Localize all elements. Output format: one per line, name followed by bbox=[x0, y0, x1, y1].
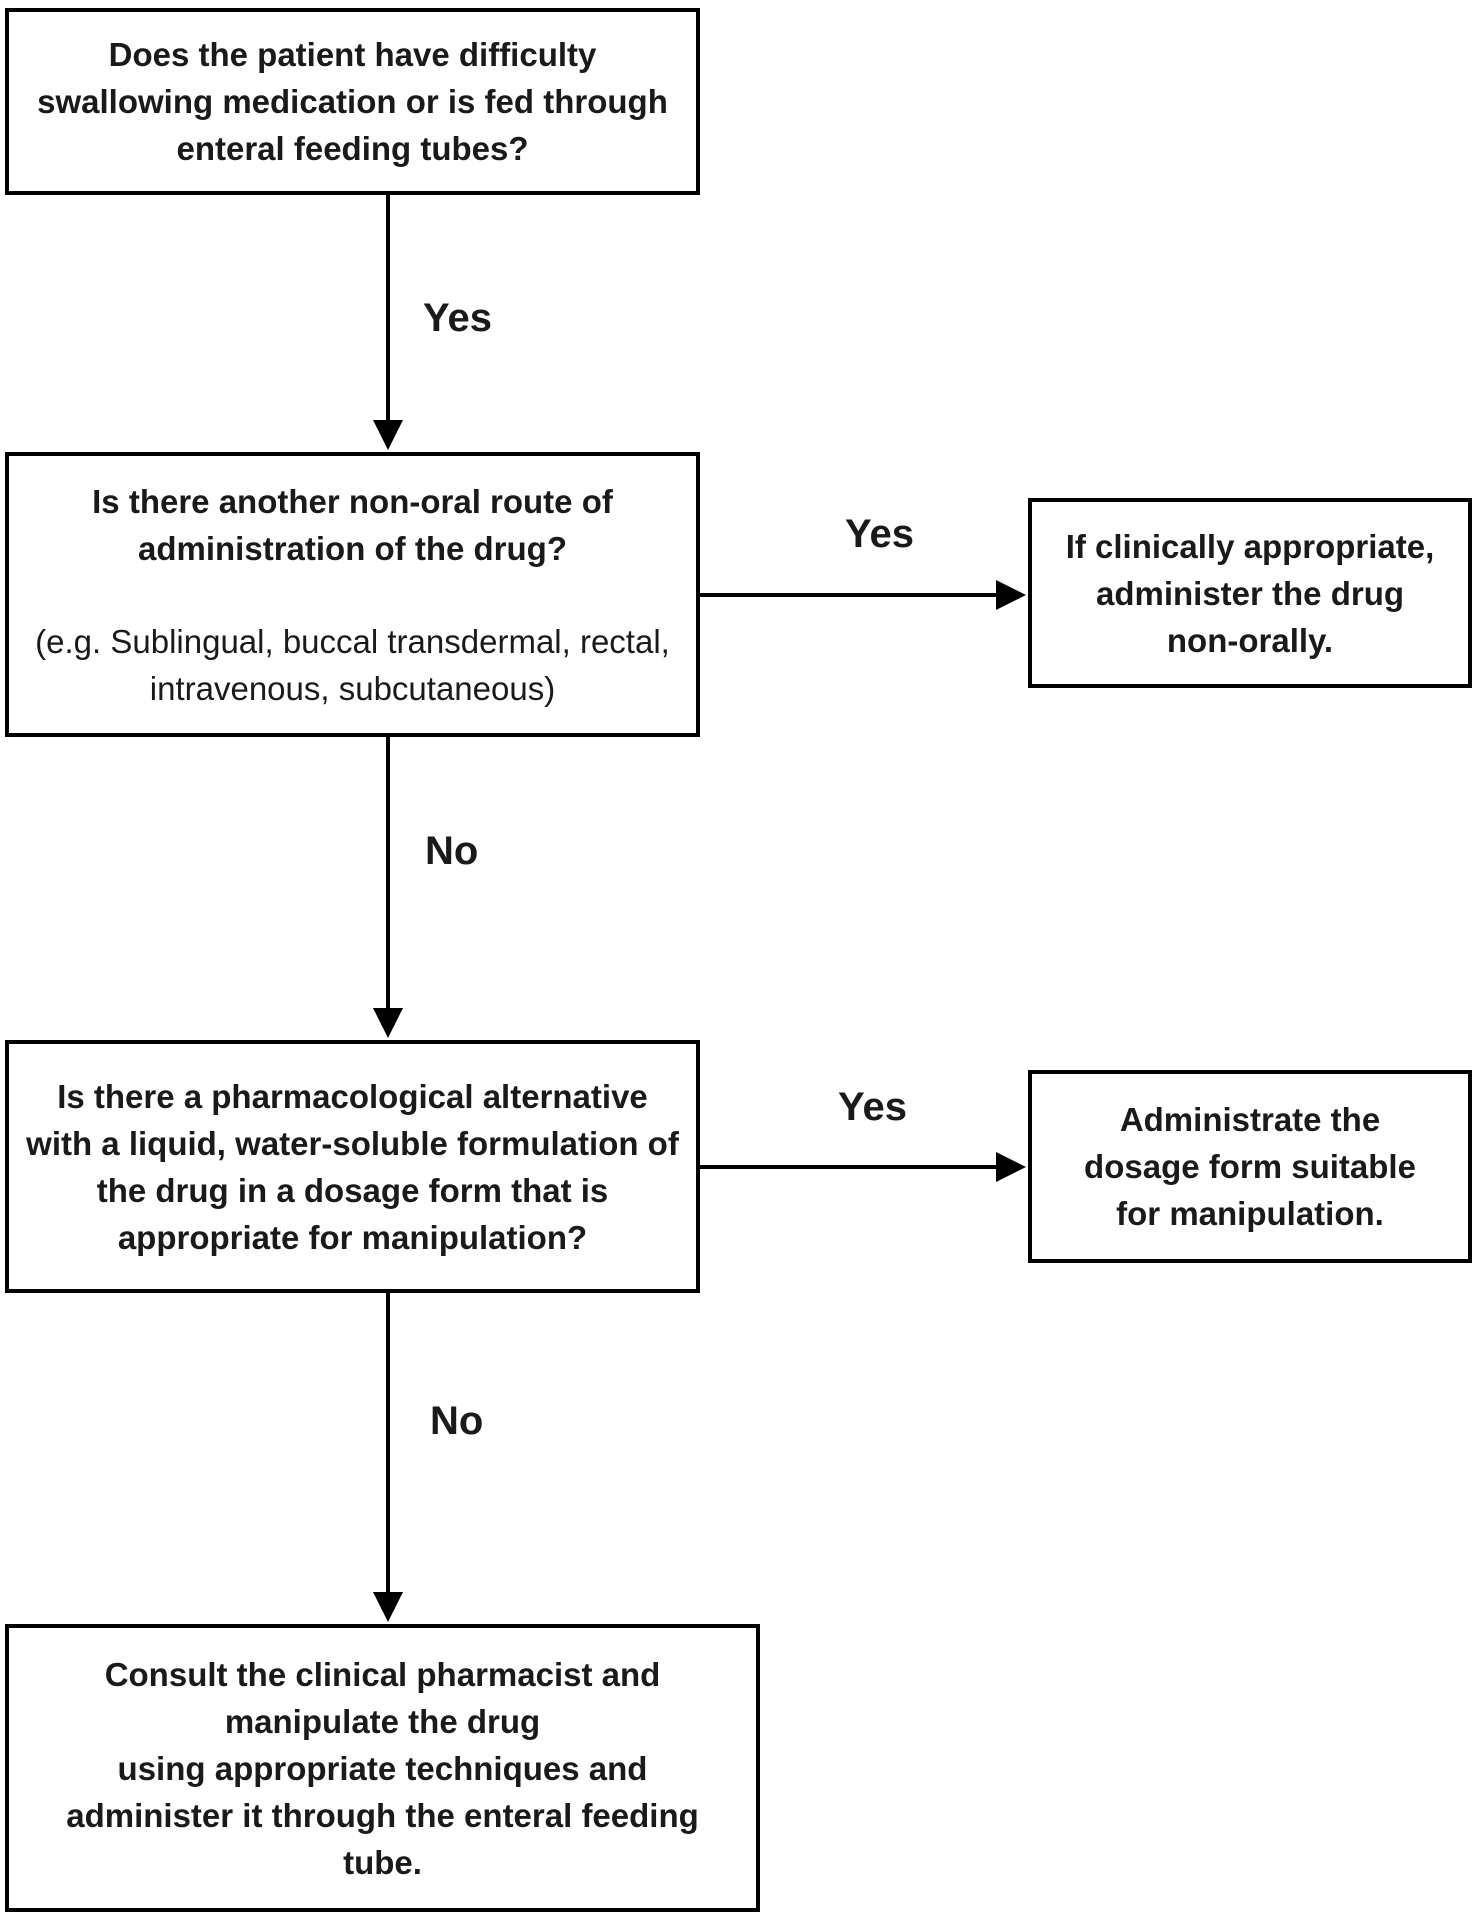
node-question-swallowing bbox=[5, 8, 700, 195]
arrow-head-right-icon bbox=[996, 580, 1026, 610]
node-text-line: swallowing medication or is fed through bbox=[37, 83, 668, 120]
edge-label-yes-1: Yes bbox=[423, 296, 492, 340]
node-text-line: Administrate the bbox=[1119, 1101, 1381, 1138]
node-text-line: administer it through the enteral feeding bbox=[66, 1796, 699, 1834]
node-text-line: dosage form suitable bbox=[1084, 1148, 1416, 1185]
arrow-line-no-down-2 bbox=[386, 1293, 390, 1595]
node-text-line: administer the drug bbox=[1095, 574, 1405, 612]
node-text-line: Does the patient have difficulty bbox=[108, 36, 597, 73]
node-text-line: with a liquid, water-soluble formulation of bbox=[26, 1124, 679, 1162]
edge-label-yes-3: Yes bbox=[838, 1085, 907, 1129]
node-text-line: tube. bbox=[343, 1843, 422, 1881]
node-text-line: intravenous, subcutaneous) bbox=[149, 669, 556, 707]
node-action-consult-pharmacist bbox=[5, 1624, 760, 1912]
node-text-line: enteral feeding tubes? bbox=[176, 130, 529, 167]
arrow-head-down-icon bbox=[373, 1008, 403, 1038]
node-text-line: administration of the drug? bbox=[138, 529, 567, 567]
node-action-administer-nonorally bbox=[1028, 498, 1472, 688]
arrow-line-yes-right-2 bbox=[700, 1165, 998, 1169]
arrow-line-yes-right-1 bbox=[700, 593, 998, 597]
arrow-head-down-icon bbox=[373, 420, 403, 450]
node-text-line: the drug in a dosage form that is bbox=[96, 1171, 609, 1209]
node-text-line: appropriate for manipulation? bbox=[117, 1218, 588, 1256]
node-text-line: Is there another non-oral route of bbox=[92, 482, 613, 520]
arrow-line-no-down-1 bbox=[386, 737, 390, 1011]
node-text-line: If clinically appropriate, bbox=[1065, 527, 1435, 565]
node-action-administrate-dosage-form bbox=[1028, 1070, 1472, 1263]
arrow-head-right-icon bbox=[996, 1152, 1026, 1182]
node-text-line: Is there a pharmacological alternative bbox=[57, 1077, 648, 1115]
node-question-pharmacological-alternative bbox=[5, 1040, 700, 1293]
node-text-line: Consult the clinical pharmacist and bbox=[104, 1655, 661, 1693]
arrow-head-down-icon bbox=[373, 1592, 403, 1622]
arrow-line-yes-down-1 bbox=[386, 195, 390, 423]
edge-label-yes-2: Yes bbox=[845, 512, 914, 556]
edge-label-no-2: No bbox=[430, 1399, 484, 1443]
node-text-line: manipulate the drug bbox=[224, 1702, 541, 1740]
node-text-line: (e.g. Sublingual, buccal transdermal, rectal, bbox=[35, 622, 670, 660]
edge-label-no-1: No bbox=[425, 829, 479, 873]
node-text-line: using appropriate techniques and bbox=[117, 1749, 648, 1787]
node-text-line: non-orally. bbox=[1166, 621, 1334, 659]
node-question-nonoral-route bbox=[5, 452, 700, 737]
node-text-line: for manipulation. bbox=[1116, 1195, 1384, 1232]
